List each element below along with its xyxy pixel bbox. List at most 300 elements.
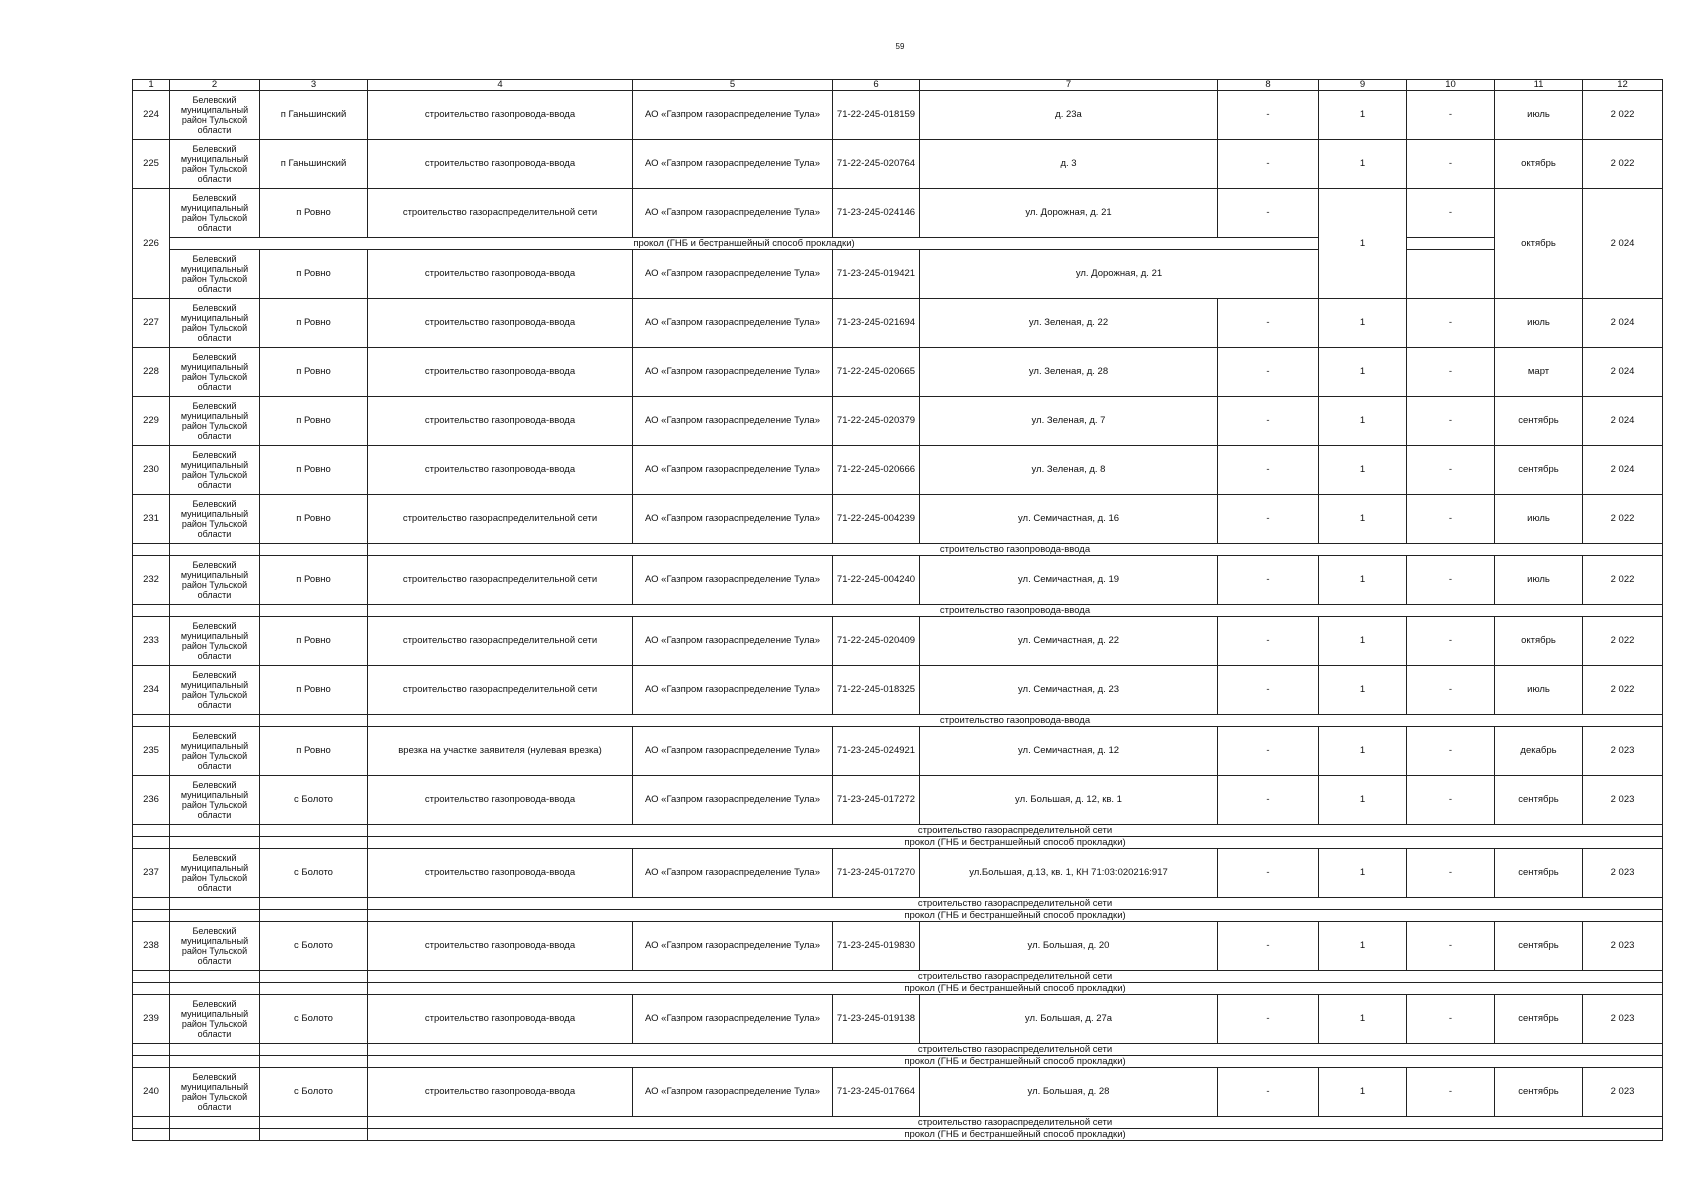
empty-cell [170, 544, 260, 556]
locality-cell: с Болото [260, 922, 368, 971]
organization-cell: АО «Газпром газораспределение Тула» [633, 995, 833, 1044]
work-type-cell: строительство газопровода-ввода [368, 348, 633, 397]
address-cell: ул. Большая, д. 12, кв. 1 [920, 776, 1218, 825]
sub-work-row [133, 1056, 1663, 1068]
region-cell: Белевский муниципальный район Тульской области [170, 348, 260, 397]
column-9-cell: 1 [1319, 1068, 1407, 1117]
month-cell: июль [1495, 91, 1583, 140]
table-row [133, 922, 1663, 971]
empty-cell [260, 910, 368, 922]
address-cell: ул. Зеленая, д. 8 [920, 446, 1218, 495]
row-number-cell: 239 [133, 995, 170, 1044]
address-cell: ул. Дорожная, д. 21 [920, 189, 1218, 238]
work-type-cell: строительство газопровода-ввода [368, 849, 633, 898]
column-9-cell: 1 [1319, 348, 1407, 397]
plan-table-container [132, 79, 1662, 1141]
column-8-cell: - [1218, 1068, 1319, 1117]
year-cell: 2 022 [1583, 617, 1663, 666]
locality-cell: с Болото [260, 995, 368, 1044]
locality-cell: с Болото [260, 776, 368, 825]
year-cell: 2 023 [1583, 995, 1663, 1044]
year-cell: 2 023 [1583, 776, 1663, 825]
column-8-cell: - [1218, 348, 1319, 397]
year-cell: 2 024 [1583, 446, 1663, 495]
column-10-cell: - [1407, 995, 1495, 1044]
column-8-cell: - [1218, 995, 1319, 1044]
organization-cell: АО «Газпром газораспределение Тула» [633, 189, 833, 238]
column-number: 7 [920, 80, 1218, 91]
empty-cell [133, 825, 170, 837]
region-cell: Белевский муниципальный район Тульской области [170, 1068, 260, 1117]
month-cell: сентябрь [1495, 995, 1583, 1044]
empty-cell [170, 715, 260, 727]
sub-work-cell: прокол (ГНБ и бестраншейный способ прокладки) [368, 983, 1663, 995]
sub-work-row [133, 910, 1663, 922]
row-number-cell: 225 [133, 140, 170, 189]
empty-cell [260, 605, 368, 617]
application-code-cell: 71-22-245-018159 [833, 91, 920, 140]
organization-cell: АО «Газпром газораспределение Тула» [633, 140, 833, 189]
sub-work-cell: строительство газораспределительной сети [368, 1044, 1663, 1056]
year-cell: 2 023 [1583, 727, 1663, 776]
application-code-cell: 71-22-245-004239 [833, 495, 920, 544]
plan-table [132, 79, 1663, 1141]
year-cell: 2 024 [1583, 348, 1663, 397]
column-8-cell: - [1218, 849, 1319, 898]
year-cell: 2 023 [1583, 1068, 1663, 1117]
month-cell: сентябрь [1495, 849, 1583, 898]
row-number-cell: 226 [133, 189, 170, 299]
column-8-cell: - [1218, 617, 1319, 666]
sub-work-cell: строительство газораспределительной сети [368, 898, 1663, 910]
column-10-cell: - [1407, 299, 1495, 348]
address-cell: д. 3 [920, 140, 1218, 189]
month-cell: сентябрь [1495, 1068, 1583, 1117]
table-row [133, 556, 1663, 605]
address-cell: ул. Семичастная, д. 22 [920, 617, 1218, 666]
column-8-cell: - [1218, 495, 1319, 544]
locality-cell: п Ровно [260, 348, 368, 397]
empty-cell [260, 825, 368, 837]
column-10-cell: - [1407, 140, 1495, 189]
column-10-cell: - [1407, 189, 1495, 238]
sub-work-row [133, 898, 1663, 910]
month-cell: октябрь [1495, 617, 1583, 666]
locality-cell: п Ганьшинский [260, 140, 368, 189]
column-10-cell: - [1407, 666, 1495, 715]
empty-cell [1407, 238, 1495, 250]
column-number-row [133, 80, 1663, 91]
column-number: 8 [1218, 80, 1319, 91]
table-row [133, 250, 1663, 299]
organization-cell: АО «Газпром газораспределение Тула» [633, 91, 833, 140]
column-number: 11 [1495, 80, 1583, 91]
work-type-cell: строительство газораспределительной сети [368, 556, 633, 605]
sub-work-cell: строительство газораспределительной сети [368, 825, 1663, 837]
column-9-cell: 1 [1319, 397, 1407, 446]
sub-work-cell: прокол (ГНБ и бестраншейный способ прокладки) [368, 1056, 1663, 1068]
region-cell: Белевский муниципальный район Тульской области [170, 397, 260, 446]
column-number: 12 [1583, 80, 1663, 91]
region-cell: Белевский муниципальный район Тульской области [170, 495, 260, 544]
address-cell: ул. Большая, д. 20 [920, 922, 1218, 971]
year-cell: 2 024 [1583, 397, 1663, 446]
column-9-cell: 1 [1319, 556, 1407, 605]
column-9-cell: 1 [1319, 446, 1407, 495]
month-cell: июль [1495, 666, 1583, 715]
locality-cell: п Ровно [260, 666, 368, 715]
empty-cell [170, 837, 260, 849]
work-type-cell: строительство газопровода-ввода [368, 91, 633, 140]
row-number-cell: 238 [133, 922, 170, 971]
empty-cell [170, 971, 260, 983]
month-cell: декабрь [1495, 727, 1583, 776]
table-row [133, 140, 1663, 189]
empty-cell [133, 1056, 170, 1068]
empty-cell [133, 983, 170, 995]
table-row [133, 995, 1663, 1044]
sub-work-row [133, 1044, 1663, 1056]
sub-work-cell: прокол (ГНБ и бестраншейный способ прокладки) [170, 238, 1319, 250]
column-8-cell: - [1218, 776, 1319, 825]
application-code-cell: 71-23-245-021694 [833, 299, 920, 348]
sub-work-row [133, 971, 1663, 983]
application-code-cell: 71-23-245-019138 [833, 995, 920, 1044]
month-cell: сентябрь [1495, 922, 1583, 971]
column-8-cell: - [1218, 666, 1319, 715]
row-number-cell: 229 [133, 397, 170, 446]
region-cell: Белевский муниципальный район Тульской области [170, 91, 260, 140]
column-9-cell: 1 [1319, 189, 1407, 299]
empty-cell [260, 1117, 368, 1129]
work-type-cell: строительство газораспределительной сети [368, 666, 633, 715]
month-cell: сентябрь [1495, 397, 1583, 446]
year-cell: 2 023 [1583, 922, 1663, 971]
column-number: 3 [260, 80, 368, 91]
empty-cell [260, 837, 368, 849]
organization-cell: АО «Газпром газораспределение Тула» [633, 397, 833, 446]
column-9-cell: 1 [1319, 776, 1407, 825]
column-number: 5 [633, 80, 833, 91]
empty-cell [133, 1044, 170, 1056]
organization-cell: АО «Газпром газораспределение Тула» [633, 556, 833, 605]
row-number-cell: 240 [133, 1068, 170, 1117]
column-10-cell: - [1407, 727, 1495, 776]
address-cell: ул. Большая, д. 27а [920, 995, 1218, 1044]
application-code-cell: 71-22-245-020379 [833, 397, 920, 446]
locality-cell: с Болото [260, 1068, 368, 1117]
column-10-cell: - [1407, 922, 1495, 971]
application-code-cell: 71-23-245-019830 [833, 922, 920, 971]
organization-cell: АО «Газпром газораспределение Тула» [633, 666, 833, 715]
locality-cell: п Ровно [260, 727, 368, 776]
column-10-cell: - [1407, 495, 1495, 544]
sub-work-cell: строительство газораспределительной сети [368, 971, 1663, 983]
locality-cell: п Ровно [260, 446, 368, 495]
locality-cell: п Ровно [260, 299, 368, 348]
row-number-cell: 234 [133, 666, 170, 715]
region-cell: Белевский муниципальный район Тульской области [170, 727, 260, 776]
organization-cell: АО «Газпром газораспределение Тула» [633, 776, 833, 825]
column-9-cell: 1 [1319, 666, 1407, 715]
locality-cell: п Ровно [260, 617, 368, 666]
empty-cell [260, 898, 368, 910]
column-number: 4 [368, 80, 633, 91]
column-number: 1 [133, 80, 170, 91]
work-type-cell: строительство газопровода-ввода [368, 922, 633, 971]
organization-cell: АО «Газпром газораспределение Тула» [633, 617, 833, 666]
row-number-cell: 233 [133, 617, 170, 666]
column-8-cell: - [1218, 556, 1319, 605]
region-cell: Белевский муниципальный район Тульской области [170, 556, 260, 605]
region-cell: Белевский муниципальный район Тульской области [170, 922, 260, 971]
work-type-cell: строительство газопровода-ввода [368, 299, 633, 348]
table-body [133, 80, 1663, 1141]
organization-cell: АО «Газпром газораспределение Тула» [633, 1068, 833, 1117]
column-8-cell: - [1218, 140, 1319, 189]
locality-cell: п Ровно [260, 250, 368, 299]
organization-cell: АО «Газпром газораспределение Тула» [633, 922, 833, 971]
column-10-cell: - [1407, 1068, 1495, 1117]
work-type-cell: строительство газопровода-ввода [368, 1068, 633, 1117]
year-cell: 2 022 [1583, 140, 1663, 189]
work-type-cell: строительство газораспределительной сети [368, 189, 633, 238]
table-row [133, 666, 1663, 715]
address-cell: ул. Семичастная, д. 16 [920, 495, 1218, 544]
work-type-cell: строительство газораспределительной сети [368, 495, 633, 544]
sub-work-cell: прокол (ГНБ и бестраншейный способ прокладки) [368, 910, 1663, 922]
year-cell: 2 022 [1583, 91, 1663, 140]
column-9-cell: 1 [1319, 495, 1407, 544]
organization-cell: АО «Газпром газораспределение Тула» [633, 849, 833, 898]
sub-work-row [133, 825, 1663, 837]
row-number-cell: 227 [133, 299, 170, 348]
application-code-cell: 71-22-245-020666 [833, 446, 920, 495]
year-cell: 2 022 [1583, 495, 1663, 544]
column-number: 10 [1407, 80, 1495, 91]
application-code-cell: 71-23-245-019421 [833, 250, 920, 299]
column-10-cell: - [1407, 776, 1495, 825]
table-row [133, 1068, 1663, 1117]
column-8-cell: - [1218, 189, 1319, 238]
empty-cell [260, 715, 368, 727]
work-type-cell: врезка на участке заявителя (нулевая врезка) [368, 727, 633, 776]
region-cell: Белевский муниципальный район Тульской области [170, 140, 260, 189]
column-9-cell: 1 [1319, 849, 1407, 898]
empty-cell [133, 898, 170, 910]
address-cell: ул. Зеленая, д. 7 [920, 397, 1218, 446]
column-10-cell: - [1407, 91, 1495, 140]
empty-cell [1407, 250, 1495, 299]
locality-cell: п Ганьшинский [260, 91, 368, 140]
empty-cell [260, 1129, 368, 1141]
address-cell: ул. Семичастная, д. 23 [920, 666, 1218, 715]
empty-cell [133, 1129, 170, 1141]
sub-work-cell: прокол (ГНБ и бестраншейный способ прокладки) [368, 1129, 1663, 1141]
column-10-cell: - [1407, 348, 1495, 397]
month-cell: сентябрь [1495, 446, 1583, 495]
empty-cell [133, 1117, 170, 1129]
application-code-cell: 71-23-245-017664 [833, 1068, 920, 1117]
column-10-cell: - [1407, 397, 1495, 446]
address-cell: ул. Дорожная, д. 21 [920, 250, 1319, 299]
sub-work-cell: прокол (ГНБ и бестраншейный способ прокладки) [368, 837, 1663, 849]
locality-cell: п Ровно [260, 397, 368, 446]
address-cell: ул.Большая, д.13, кв. 1, КН 71:03:020216:917 [920, 849, 1218, 898]
month-cell: июль [1495, 299, 1583, 348]
column-number: 6 [833, 80, 920, 91]
work-type-cell: строительство газопровода-ввода [368, 140, 633, 189]
empty-cell [170, 1117, 260, 1129]
organization-cell: АО «Газпром газораспределение Тула» [633, 495, 833, 544]
table-row [133, 727, 1663, 776]
empty-cell [170, 910, 260, 922]
column-10-cell: - [1407, 556, 1495, 605]
month-cell: июль [1495, 556, 1583, 605]
work-type-cell: строительство газопровода-ввода [368, 776, 633, 825]
table-row [133, 91, 1663, 140]
month-cell: октябрь [1495, 189, 1583, 299]
column-9-cell: 1 [1319, 140, 1407, 189]
table-row [133, 189, 1663, 238]
application-code-cell: 71-22-245-018325 [833, 666, 920, 715]
table-row [133, 348, 1663, 397]
table-row [133, 446, 1663, 495]
empty-cell [170, 983, 260, 995]
sub-work-cell: строительство газораспределительной сети [368, 1117, 1663, 1129]
region-cell: Белевский муниципальный район Тульской области [170, 666, 260, 715]
sub-work-row [133, 1129, 1663, 1141]
organization-cell: АО «Газпром газораспределение Тула» [633, 348, 833, 397]
application-code-cell: 71-23-245-017272 [833, 776, 920, 825]
year-cell: 2 022 [1583, 556, 1663, 605]
address-cell: ул. Зеленая, д. 28 [920, 348, 1218, 397]
column-9-cell: 1 [1319, 922, 1407, 971]
address-cell: ул. Семичастная, д. 19 [920, 556, 1218, 605]
table-row [133, 495, 1663, 544]
sub-work-row [133, 1117, 1663, 1129]
region-cell: Белевский муниципальный район Тульской области [170, 299, 260, 348]
organization-cell: АО «Газпром газораспределение Тула» [633, 299, 833, 348]
empty-cell [260, 1056, 368, 1068]
column-9-cell: 1 [1319, 995, 1407, 1044]
application-code-cell: 71-23-245-024146 [833, 189, 920, 238]
organization-cell: АО «Газпром газораспределение Тула» [633, 727, 833, 776]
empty-cell [170, 825, 260, 837]
empty-cell [133, 837, 170, 849]
empty-cell [170, 1129, 260, 1141]
empty-cell [170, 1044, 260, 1056]
organization-cell: АО «Газпром газораспределение Тула» [633, 250, 833, 299]
organization-cell: АО «Газпром газораспределение Тула» [633, 446, 833, 495]
address-cell: ул. Семичастная, д. 12 [920, 727, 1218, 776]
column-number: 9 [1319, 80, 1407, 91]
column-8-cell: - [1218, 299, 1319, 348]
application-code-cell: 71-22-245-020409 [833, 617, 920, 666]
column-10-cell: - [1407, 849, 1495, 898]
empty-cell [133, 910, 170, 922]
sub-work-row [133, 837, 1663, 849]
application-code-cell: 71-23-245-017270 [833, 849, 920, 898]
region-cell: Белевский муниципальный район Тульской области [170, 849, 260, 898]
column-9-cell: 1 [1319, 299, 1407, 348]
sub-work-cell: строительство газопровода-ввода [368, 544, 1663, 556]
year-cell: 2 024 [1583, 189, 1663, 299]
column-8-cell: - [1218, 397, 1319, 446]
empty-cell [260, 983, 368, 995]
empty-cell [260, 1044, 368, 1056]
column-8-cell: - [1218, 727, 1319, 776]
table-row [133, 299, 1663, 348]
address-cell: ул. Большая, д. 28 [920, 1068, 1218, 1117]
month-cell: сентябрь [1495, 776, 1583, 825]
column-8-cell: - [1218, 922, 1319, 971]
month-cell: март [1495, 348, 1583, 397]
locality-cell: п Ровно [260, 556, 368, 605]
application-code-cell: 71-22-245-020764 [833, 140, 920, 189]
row-number-cell: 231 [133, 495, 170, 544]
column-10-cell: - [1407, 617, 1495, 666]
region-cell: Белевский муниципальный район Тульской области [170, 446, 260, 495]
sub-work-cell: строительство газопровода-ввода [368, 715, 1663, 727]
address-cell: д. 23а [920, 91, 1218, 140]
month-cell: октябрь [1495, 140, 1583, 189]
row-number-cell: 224 [133, 91, 170, 140]
empty-cell [260, 971, 368, 983]
locality-cell: с Болото [260, 849, 368, 898]
region-cell: Белевский муниципальный район Тульской области [170, 617, 260, 666]
year-cell: 2 024 [1583, 299, 1663, 348]
sub-work-row [133, 715, 1663, 727]
row-number-cell: 236 [133, 776, 170, 825]
row-number-cell: 235 [133, 727, 170, 776]
region-cell: Белевский муниципальный район Тульской области [170, 995, 260, 1044]
table-row [133, 849, 1663, 898]
month-cell: июль [1495, 495, 1583, 544]
column-number: 2 [170, 80, 260, 91]
work-type-cell: строительство газопровода-ввода [368, 446, 633, 495]
column-10-cell: - [1407, 446, 1495, 495]
table-row [133, 397, 1663, 446]
column-8-cell: - [1218, 446, 1319, 495]
application-code-cell: 71-22-245-004240 [833, 556, 920, 605]
column-9-cell: 1 [1319, 91, 1407, 140]
year-cell: 2 023 [1583, 849, 1663, 898]
locality-cell: п Ровно [260, 495, 368, 544]
work-type-cell: строительство газопровода-ввода [368, 250, 633, 299]
table-row [133, 776, 1663, 825]
sub-work-row [133, 544, 1663, 556]
application-code-cell: 71-22-245-020665 [833, 348, 920, 397]
empty-cell [170, 605, 260, 617]
empty-cell [133, 971, 170, 983]
address-cell: ул. Зеленая, д. 22 [920, 299, 1218, 348]
sub-work-cell: строительство газопровода-ввода [368, 605, 1663, 617]
application-code-cell: 71-23-245-024921 [833, 727, 920, 776]
column-9-cell: 1 [1319, 727, 1407, 776]
work-type-cell: строительство газораспределительной сети [368, 617, 633, 666]
empty-cell [133, 605, 170, 617]
row-number-cell: 228 [133, 348, 170, 397]
sub-work-row [133, 238, 1663, 250]
empty-cell [133, 544, 170, 556]
table-row [133, 617, 1663, 666]
empty-cell [133, 715, 170, 727]
work-type-cell: строительство газопровода-ввода [368, 995, 633, 1044]
sub-work-row [133, 983, 1663, 995]
region-cell: Белевский муниципальный район Тульской области [170, 189, 260, 238]
row-number-cell: 232 [133, 556, 170, 605]
